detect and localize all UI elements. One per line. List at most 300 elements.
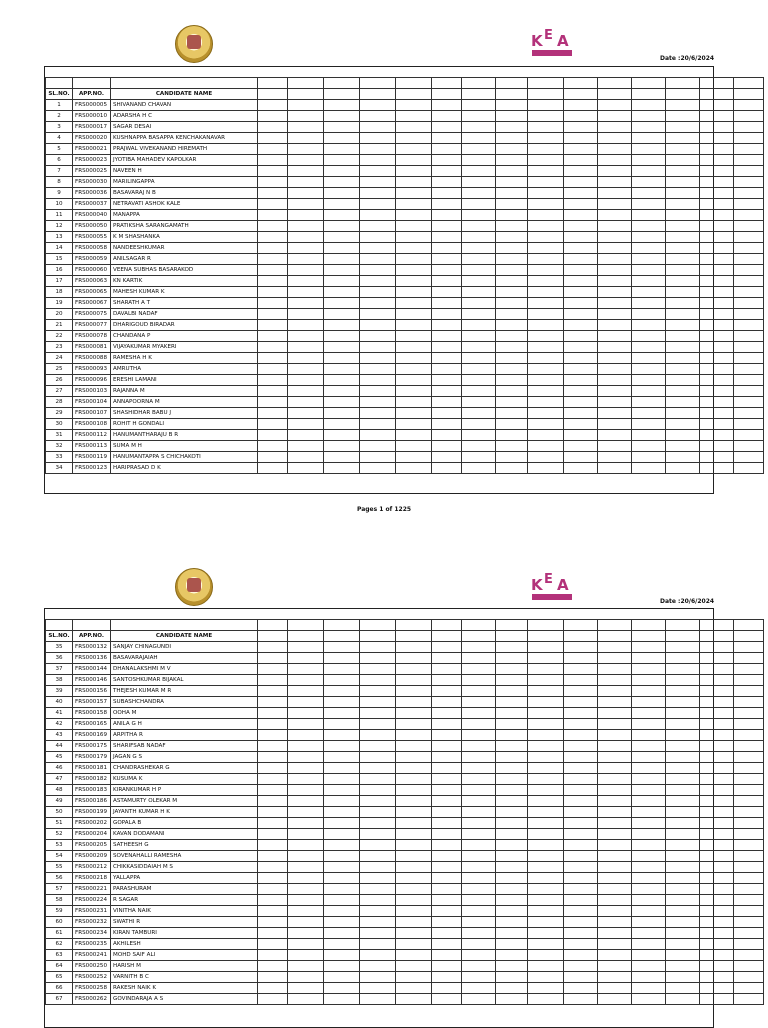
empty-cell bbox=[564, 883, 598, 894]
header-appno: APP.NO. bbox=[73, 630, 111, 641]
sl-no-cell: 24 bbox=[46, 352, 73, 363]
empty-cell bbox=[734, 319, 764, 330]
empty-cell bbox=[700, 861, 734, 872]
empty-cell bbox=[496, 620, 528, 631]
empty-cell bbox=[598, 696, 632, 707]
empty-cell bbox=[598, 960, 632, 971]
sl-no-cell: 34 bbox=[46, 462, 73, 473]
empty-cell bbox=[258, 927, 288, 938]
empty-cell bbox=[700, 916, 734, 927]
empty-cell bbox=[734, 707, 764, 718]
empty-cell bbox=[462, 209, 496, 220]
sl-no-cell: 38 bbox=[46, 674, 73, 685]
empty-cell bbox=[288, 462, 324, 473]
empty-cell bbox=[496, 165, 528, 176]
empty-cell bbox=[396, 253, 432, 264]
empty-cell bbox=[734, 451, 764, 462]
candidate-name-cell: VIJAYAKUMAR MYAKERI bbox=[111, 341, 258, 352]
empty-cell bbox=[432, 231, 462, 242]
empty-cell bbox=[666, 308, 700, 319]
empty-cell bbox=[700, 99, 734, 110]
empty-header-cell bbox=[564, 88, 598, 99]
empty-cell bbox=[632, 154, 666, 165]
empty-cell bbox=[360, 78, 396, 89]
app-no-cell: FRS000060 bbox=[73, 264, 111, 275]
empty-cell bbox=[496, 751, 528, 762]
sl-no-cell: 13 bbox=[46, 231, 73, 242]
empty-cell bbox=[496, 121, 528, 132]
empty-cell bbox=[734, 620, 764, 631]
empty-cell bbox=[734, 440, 764, 451]
empty-cell bbox=[666, 319, 700, 330]
empty-cell bbox=[734, 176, 764, 187]
empty-cell bbox=[324, 795, 360, 806]
empty-cell bbox=[666, 275, 700, 286]
empty-cell bbox=[324, 850, 360, 861]
empty-cell bbox=[258, 652, 288, 663]
sl-no-cell: 33 bbox=[46, 451, 73, 462]
empty-cell bbox=[288, 330, 324, 341]
empty-cell bbox=[462, 718, 496, 729]
empty-cell bbox=[288, 674, 324, 685]
empty-cell bbox=[324, 663, 360, 674]
app-no-cell: FRS000169 bbox=[73, 729, 111, 740]
table-row bbox=[46, 440, 764, 451]
table-row bbox=[46, 916, 764, 927]
empty-cell bbox=[396, 718, 432, 729]
app-no-cell: FRS000096 bbox=[73, 374, 111, 385]
empty-cell bbox=[432, 176, 462, 187]
empty-cell bbox=[258, 861, 288, 872]
empty-cell bbox=[632, 275, 666, 286]
empty-cell bbox=[396, 751, 432, 762]
table-row bbox=[46, 828, 764, 839]
empty-cell bbox=[564, 905, 598, 916]
empty-cell bbox=[666, 242, 700, 253]
empty-cell bbox=[700, 165, 734, 176]
empty-cell bbox=[528, 231, 564, 242]
empty-cell bbox=[396, 154, 432, 165]
empty-cell bbox=[496, 286, 528, 297]
empty-cell bbox=[632, 641, 666, 652]
empty-cell bbox=[632, 363, 666, 374]
empty-cell bbox=[632, 773, 666, 784]
empty-cell bbox=[632, 231, 666, 242]
empty-cell bbox=[528, 374, 564, 385]
empty-cell bbox=[432, 418, 462, 429]
empty-cell bbox=[528, 696, 564, 707]
candidate-name-cell: THEJESH KUMAR M R bbox=[111, 685, 258, 696]
candidate-name-cell: HANUMANTHARAJU B R bbox=[111, 429, 258, 440]
candidate-name-cell: NANDEESHKUMAR bbox=[111, 242, 258, 253]
empty-cell bbox=[700, 663, 734, 674]
candidate-name-cell: PARASHURAM bbox=[111, 883, 258, 894]
empty-cell bbox=[288, 652, 324, 663]
empty-cell bbox=[666, 620, 700, 631]
empty-cell bbox=[432, 674, 462, 685]
empty-cell bbox=[462, 620, 496, 631]
empty-cell bbox=[666, 440, 700, 451]
empty-cell bbox=[598, 220, 632, 231]
kea-logo-base bbox=[532, 594, 572, 600]
app-no-cell: FRS000186 bbox=[73, 795, 111, 806]
empty-cell bbox=[360, 894, 396, 905]
sl-no-cell: 18 bbox=[46, 286, 73, 297]
empty-cell bbox=[734, 154, 764, 165]
empty-cell bbox=[700, 154, 734, 165]
empty-header-cell bbox=[598, 630, 632, 641]
empty-cell bbox=[432, 663, 462, 674]
empty-cell bbox=[632, 784, 666, 795]
table-row bbox=[46, 663, 764, 674]
candidate-name-cell: PRATIKSHA SARANGAMATH bbox=[111, 220, 258, 231]
empty-cell bbox=[564, 429, 598, 440]
sl-no-cell: 17 bbox=[46, 275, 73, 286]
empty-cell bbox=[496, 231, 528, 242]
empty-cell bbox=[496, 839, 528, 850]
empty-cell bbox=[396, 385, 432, 396]
empty-cell bbox=[462, 740, 496, 751]
empty-cell bbox=[258, 99, 288, 110]
candidate-name-cell: JAYANTH KUMAR H K bbox=[111, 806, 258, 817]
sl-no-cell: 21 bbox=[46, 319, 73, 330]
empty-cell bbox=[528, 828, 564, 839]
empty-cell bbox=[528, 894, 564, 905]
empty-cell bbox=[632, 330, 666, 341]
empty-cell bbox=[666, 729, 700, 740]
empty-cell bbox=[324, 696, 360, 707]
sl-no-cell: 60 bbox=[46, 916, 73, 927]
empty-cell bbox=[666, 905, 700, 916]
empty-cell bbox=[564, 729, 598, 740]
empty-cell bbox=[496, 440, 528, 451]
candidate-name-cell: MAHESH KUMAR K bbox=[111, 286, 258, 297]
empty-cell bbox=[360, 685, 396, 696]
empty-cell bbox=[258, 319, 288, 330]
empty-cell bbox=[564, 187, 598, 198]
empty-cell bbox=[598, 319, 632, 330]
app-no-cell: FRS000205 bbox=[73, 839, 111, 850]
empty-cell bbox=[666, 949, 700, 960]
empty-header-cell bbox=[462, 630, 496, 641]
candidate-name-cell: HANUMANTAPPA S CHICHAKOTI bbox=[111, 451, 258, 462]
empty-cell bbox=[666, 674, 700, 685]
empty-cell bbox=[360, 652, 396, 663]
empty-cell bbox=[700, 784, 734, 795]
empty-cell bbox=[432, 740, 462, 751]
empty-cell bbox=[360, 949, 396, 960]
empty-cell bbox=[564, 264, 598, 275]
empty-cell bbox=[666, 784, 700, 795]
empty-cell bbox=[528, 187, 564, 198]
empty-cell bbox=[360, 762, 396, 773]
empty-cell bbox=[528, 685, 564, 696]
app-no-cell: FRS000136 bbox=[73, 652, 111, 663]
sl-no-cell: 57 bbox=[46, 883, 73, 894]
empty-cell bbox=[496, 341, 528, 352]
empty-cell bbox=[666, 352, 700, 363]
empty-cell bbox=[258, 883, 288, 894]
candidate-name-cell: KIRAN TAMBURI bbox=[111, 927, 258, 938]
empty-cell bbox=[528, 817, 564, 828]
empty-cell bbox=[324, 374, 360, 385]
empty-cell bbox=[564, 319, 598, 330]
empty-cell bbox=[396, 905, 432, 916]
empty-cell bbox=[432, 916, 462, 927]
empty-cell bbox=[360, 231, 396, 242]
empty-cell bbox=[700, 187, 734, 198]
karnataka-emblem-icon bbox=[175, 25, 213, 63]
empty-cell bbox=[564, 861, 598, 872]
table-row bbox=[46, 187, 764, 198]
table-row bbox=[46, 319, 764, 330]
table-row bbox=[46, 363, 764, 374]
empty-cell bbox=[258, 341, 288, 352]
table-row bbox=[46, 341, 764, 352]
app-no-cell: FRS000252 bbox=[73, 971, 111, 982]
empty-cell bbox=[462, 971, 496, 982]
empty-cell bbox=[564, 652, 598, 663]
app-no-cell: FRS000158 bbox=[73, 707, 111, 718]
app-no-cell: FRS000063 bbox=[73, 275, 111, 286]
empty-cell bbox=[258, 641, 288, 652]
empty-cell bbox=[396, 198, 432, 209]
table-header-row bbox=[46, 630, 764, 641]
empty-cell bbox=[496, 374, 528, 385]
empty-cell bbox=[700, 231, 734, 242]
empty-cell bbox=[462, 374, 496, 385]
empty-cell bbox=[324, 960, 360, 971]
empty-cell bbox=[632, 253, 666, 264]
empty-cell bbox=[734, 982, 764, 993]
empty-cell bbox=[396, 396, 432, 407]
empty-cell bbox=[324, 286, 360, 297]
sl-no-cell: 37 bbox=[46, 663, 73, 674]
empty-cell bbox=[360, 363, 396, 374]
empty-cell bbox=[632, 861, 666, 872]
empty-header-cell bbox=[462, 88, 496, 99]
empty-cell bbox=[666, 817, 700, 828]
empty-cell bbox=[360, 850, 396, 861]
table-row bbox=[46, 462, 764, 473]
empty-cell bbox=[258, 707, 288, 718]
empty-cell bbox=[324, 242, 360, 253]
empty-cell bbox=[432, 132, 462, 143]
empty-cell bbox=[396, 363, 432, 374]
empty-cell bbox=[288, 209, 324, 220]
empty-cell bbox=[360, 718, 396, 729]
empty-cell bbox=[666, 99, 700, 110]
empty-cell bbox=[288, 231, 324, 242]
empty-header-cell bbox=[632, 630, 666, 641]
table-row bbox=[46, 242, 764, 253]
empty-cell bbox=[462, 707, 496, 718]
empty-cell bbox=[496, 696, 528, 707]
empty-cell bbox=[360, 784, 396, 795]
empty-cell bbox=[632, 99, 666, 110]
empty-cell bbox=[324, 429, 360, 440]
candidate-name-cell: ROHIT H GONDALI bbox=[111, 418, 258, 429]
empty-cell bbox=[564, 927, 598, 938]
empty-cell bbox=[734, 762, 764, 773]
empty-cell bbox=[564, 960, 598, 971]
empty-cell bbox=[496, 319, 528, 330]
empty-cell bbox=[528, 385, 564, 396]
candidate-name-cell: ADARSHA H C bbox=[111, 110, 258, 121]
empty-cell bbox=[462, 949, 496, 960]
empty-cell bbox=[528, 839, 564, 850]
empty-cell bbox=[700, 176, 734, 187]
empty-cell bbox=[462, 839, 496, 850]
table-row bbox=[46, 264, 764, 275]
empty-cell bbox=[734, 374, 764, 385]
app-no-cell: FRS000123 bbox=[73, 462, 111, 473]
empty-cell bbox=[496, 176, 528, 187]
empty-cell bbox=[496, 198, 528, 209]
empty-cell bbox=[360, 674, 396, 685]
empty-cell bbox=[462, 641, 496, 652]
candidate-name-cell: KUSUMA K bbox=[111, 773, 258, 784]
empty-cell bbox=[666, 374, 700, 385]
table-row bbox=[46, 718, 764, 729]
empty-cell bbox=[632, 674, 666, 685]
empty-cell bbox=[528, 806, 564, 817]
empty-cell bbox=[288, 894, 324, 905]
empty-cell bbox=[700, 696, 734, 707]
table-row bbox=[46, 121, 764, 132]
empty-cell bbox=[432, 220, 462, 231]
empty-cell bbox=[324, 231, 360, 242]
empty-cell bbox=[598, 883, 632, 894]
empty-cell bbox=[360, 176, 396, 187]
empty-cell bbox=[462, 264, 496, 275]
empty-cell bbox=[462, 663, 496, 674]
empty-cell bbox=[432, 685, 462, 696]
empty-cell bbox=[496, 330, 528, 341]
sl-no-cell: 42 bbox=[46, 718, 73, 729]
candidate-table-sheet bbox=[44, 66, 714, 494]
candidate-name-cell: CHIKKASIDDAIAH M S bbox=[111, 861, 258, 872]
empty-cell bbox=[432, 641, 462, 652]
table-row bbox=[46, 231, 764, 242]
empty-cell bbox=[496, 418, 528, 429]
empty-cell bbox=[324, 176, 360, 187]
empty-cell bbox=[528, 960, 564, 971]
empty-cell bbox=[700, 740, 734, 751]
candidate-name-cell: ANILA G H bbox=[111, 718, 258, 729]
empty-cell bbox=[598, 685, 632, 696]
empty-cell bbox=[288, 883, 324, 894]
empty-cell bbox=[324, 132, 360, 143]
table-row bbox=[46, 396, 764, 407]
empty-cell bbox=[462, 451, 496, 462]
empty-cell bbox=[632, 971, 666, 982]
table-spacer-row bbox=[46, 620, 764, 631]
empty-cell bbox=[666, 253, 700, 264]
empty-cell bbox=[432, 165, 462, 176]
header-slno: SL.NO. bbox=[46, 88, 73, 99]
sl-no-cell: 19 bbox=[46, 297, 73, 308]
empty-cell bbox=[288, 718, 324, 729]
empty-cell bbox=[396, 982, 432, 993]
sl-no-cell: 52 bbox=[46, 828, 73, 839]
empty-cell bbox=[462, 352, 496, 363]
empty-cell bbox=[360, 960, 396, 971]
empty-cell bbox=[496, 806, 528, 817]
candidate-name-cell: DHANALAKSHMI M V bbox=[111, 663, 258, 674]
empty-cell bbox=[258, 663, 288, 674]
empty-cell bbox=[396, 440, 432, 451]
empty-cell bbox=[396, 110, 432, 121]
empty-cell bbox=[496, 242, 528, 253]
empty-cell bbox=[700, 319, 734, 330]
empty-cell bbox=[632, 78, 666, 89]
empty-cell bbox=[666, 641, 700, 652]
empty-cell bbox=[258, 396, 288, 407]
empty-cell bbox=[258, 894, 288, 905]
empty-cell bbox=[666, 652, 700, 663]
empty-cell bbox=[258, 121, 288, 132]
empty-cell bbox=[432, 839, 462, 850]
empty-cell bbox=[666, 894, 700, 905]
empty-cell bbox=[288, 993, 324, 1004]
empty-cell bbox=[432, 264, 462, 275]
empty-cell bbox=[324, 949, 360, 960]
empty-header-cell bbox=[288, 88, 324, 99]
table-row bbox=[46, 198, 764, 209]
empty-cell bbox=[598, 949, 632, 960]
empty-header-cell bbox=[396, 630, 432, 641]
empty-cell bbox=[564, 795, 598, 806]
empty-cell bbox=[564, 407, 598, 418]
empty-cell bbox=[462, 165, 496, 176]
empty-cell bbox=[666, 696, 700, 707]
empty-cell bbox=[632, 729, 666, 740]
empty-cell bbox=[462, 784, 496, 795]
empty-cell bbox=[528, 253, 564, 264]
app-no-cell: FRS000010 bbox=[73, 110, 111, 121]
empty-cell bbox=[462, 176, 496, 187]
empty-cell bbox=[528, 927, 564, 938]
empty-cell bbox=[258, 440, 288, 451]
app-no-cell: FRS000132 bbox=[73, 641, 111, 652]
empty-cell bbox=[432, 729, 462, 740]
empty-cell bbox=[462, 762, 496, 773]
empty-cell bbox=[632, 264, 666, 275]
empty-cell bbox=[564, 674, 598, 685]
empty-cell bbox=[258, 407, 288, 418]
empty-cell bbox=[324, 143, 360, 154]
empty-cell bbox=[632, 132, 666, 143]
empty-cell bbox=[288, 143, 324, 154]
page-footer: Pages 1 of 1225 bbox=[356, 506, 412, 513]
empty-cell bbox=[360, 286, 396, 297]
sl-no-cell: 39 bbox=[46, 685, 73, 696]
empty-cell bbox=[462, 462, 496, 473]
sl-no-cell: 6 bbox=[46, 154, 73, 165]
empty-cell bbox=[396, 78, 432, 89]
table-row bbox=[46, 740, 764, 751]
app-no-cell: FRS000202 bbox=[73, 817, 111, 828]
empty-cell bbox=[598, 308, 632, 319]
empty-cell bbox=[598, 641, 632, 652]
empty-cell bbox=[462, 861, 496, 872]
empty-cell bbox=[528, 308, 564, 319]
empty-cell bbox=[528, 883, 564, 894]
empty-cell bbox=[564, 253, 598, 264]
app-no-cell: FRS000199 bbox=[73, 806, 111, 817]
empty-cell bbox=[734, 121, 764, 132]
